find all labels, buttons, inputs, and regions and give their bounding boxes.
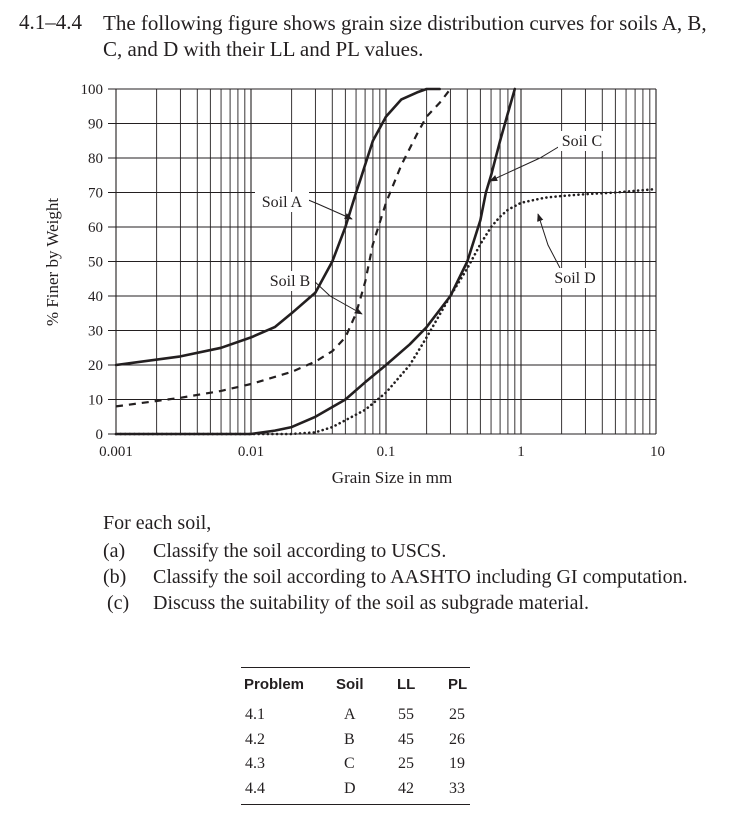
questions-intro: For each soil, [103, 512, 212, 534]
annotation-label: Soil D [554, 270, 596, 287]
table-cell-ll: 42 [398, 780, 414, 797]
x-tick-label: 1 [517, 444, 525, 460]
x-tick-label: 0.001 [99, 444, 133, 460]
table-cell-problem: 4.4 [245, 780, 265, 797]
table-cell-problem: 4.2 [245, 731, 265, 748]
table-cell-pl: 33 [449, 780, 465, 797]
y-tick-label: 30 [88, 323, 103, 340]
problem-number: 4.1–4.4 [19, 10, 82, 34]
y-axis-label: % Finer by Weight [43, 197, 62, 327]
annotation-label: Soil B [269, 273, 311, 290]
grain-size-chart [0, 78, 749, 498]
y-tick-label: 20 [88, 358, 103, 374]
question-b [103, 564, 699, 590]
question-label: (b) [103, 566, 127, 588]
x-axis-label: Grain Size in mm [331, 468, 453, 487]
y-tick-label: 50 [88, 254, 103, 271]
y-tick-label: 10 [88, 392, 103, 409]
table-cell-ll: 45 [398, 731, 414, 748]
table-cell-problem: 4.3 [245, 755, 265, 772]
table-cell-pl: 19 [449, 755, 465, 772]
table-header-pl: PL [448, 676, 468, 693]
y-tick-label: 100 [80, 82, 103, 98]
question-a [103, 538, 699, 564]
question-c [103, 590, 699, 616]
question-list [103, 538, 699, 616]
table-bottom-rule [241, 804, 470, 805]
table-cell-soil: B [344, 731, 355, 748]
question-label: (a) [103, 540, 126, 562]
table-header-ll: LL [397, 676, 416, 693]
y-tick-label: 60 [88, 220, 103, 236]
table-cell-soil: C [344, 755, 355, 772]
question-label: (c) [107, 592, 130, 614]
y-tick-label: 40 [88, 289, 103, 305]
table-top-rule [241, 667, 470, 668]
table-cell-pl: 25 [449, 706, 465, 723]
table-cell-ll: 55 [398, 706, 414, 723]
annotation-leader [490, 143, 565, 181]
y-tick-label: 90 [88, 116, 103, 133]
x-tick-label: 0.1 [376, 444, 396, 460]
annotation-label: Soil C [561, 133, 603, 150]
table-cell-ll: 25 [398, 755, 414, 772]
question-text: Classify the soil according to AASHTO including GI computation. [153, 566, 688, 588]
y-tick-label: 70 [88, 185, 103, 202]
table-cell-soil: A [344, 706, 356, 723]
y-tick-label: 80 [88, 151, 103, 167]
question-text: Classify the soil according to USCS. [153, 540, 447, 562]
x-tick-label: 0.01 [237, 444, 265, 460]
annotation-leader [538, 214, 560, 268]
table-header-problem: Problem [244, 676, 305, 693]
table-cell-problem: 4.1 [245, 706, 265, 723]
x-tick-label: 10 [650, 444, 665, 460]
table-header-soil: Soil [336, 676, 364, 693]
table-cell-soil: D [344, 780, 356, 797]
annotation-label: Soil A [261, 194, 303, 211]
question-text: Discuss the suitability of the soil as subgrade material. [153, 592, 590, 614]
problem-statement: The following figure shows grain size distribution curves for soils A, B, C, and D with their LL and PL values. [103, 11, 707, 61]
table-cell-pl: 26 [449, 731, 465, 748]
y-tick-label: 0 [95, 427, 103, 443]
